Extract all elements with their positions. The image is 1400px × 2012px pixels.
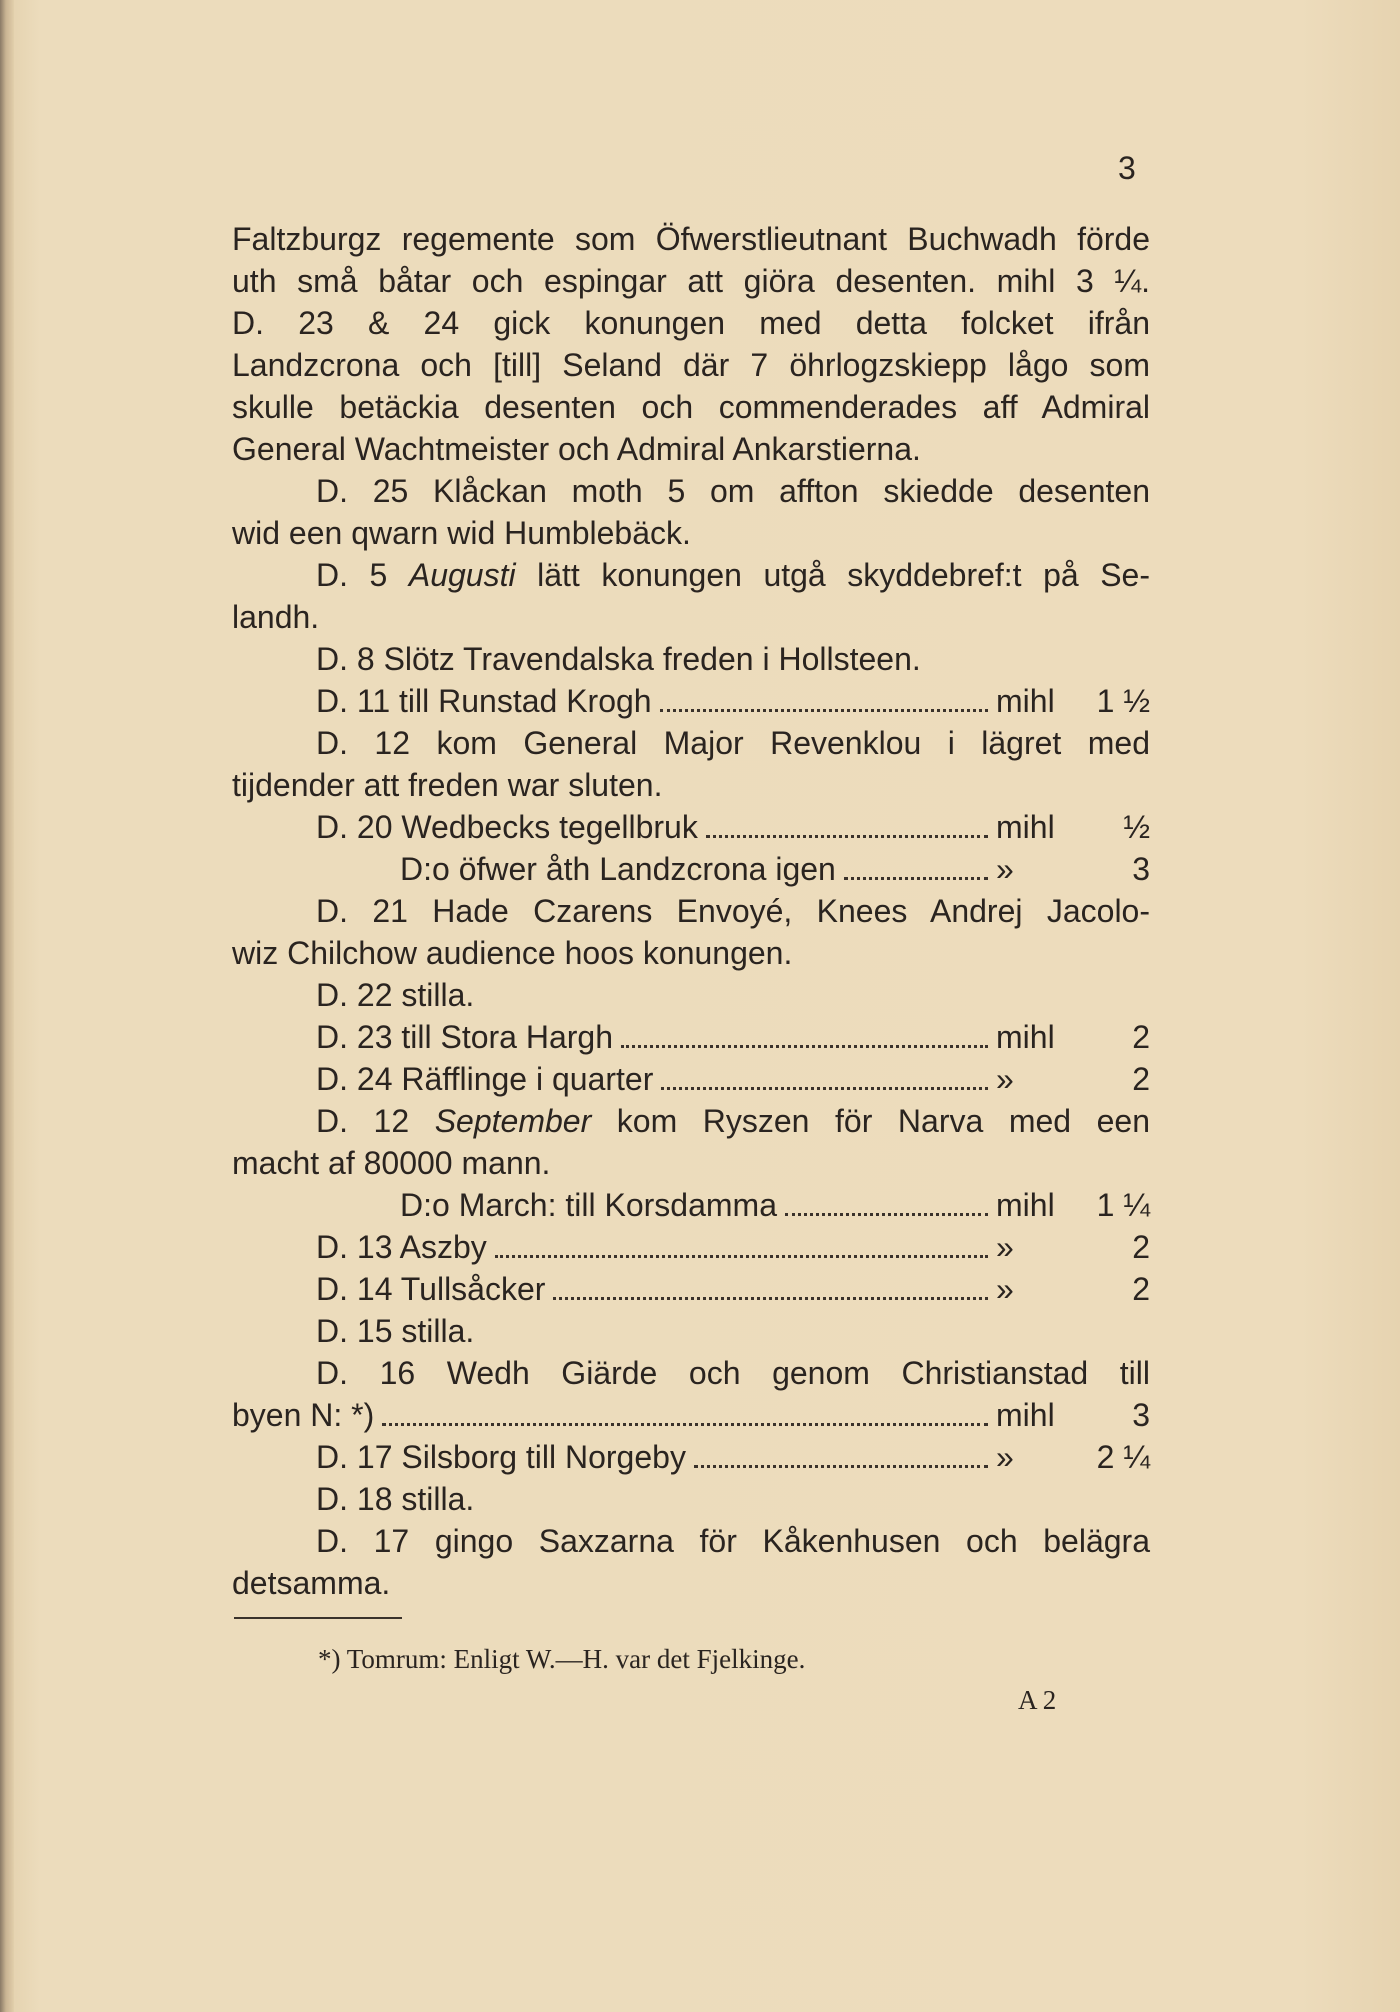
dot-leader [621,1045,988,1048]
entry-unit: mihl [996,809,1055,845]
entry-distance: 3 [1132,851,1150,887]
entry-label: D. 11 till Runstad Krogh [316,683,652,719]
itinerary-entry [232,680,1150,722]
dot-leader [844,877,988,880]
dot-leader [553,1297,988,1300]
entry-label: byen N: *) [232,1397,375,1433]
italic-month: September [434,1103,592,1139]
text-segment: kom Ryszen för Narva med een [591,1103,1150,1139]
text-line: wid een qwarn wid Humblebäck. [232,515,691,551]
text-line: D. 8 Slötz Travendalska freden i Hollsteen. [316,641,921,677]
entry-unit: mihl [996,683,1055,719]
italic-month: Augusti [408,557,516,593]
entry-label: D. 23 till Stora Hargh [316,1019,614,1055]
text-line: D. 21 Hade Czarens Envoyé, Knees Andrej Jacolo- [316,893,1150,929]
text-line: macht af 80000 mann. [232,1145,551,1181]
itinerary-entry [232,1436,1150,1478]
page-binding-edge [0,0,14,2012]
entry-distance: 1 ¼ [1096,1187,1150,1223]
entry-label: D. 20 Wedbecks tegellbruk [316,809,698,845]
itinerary-entry [232,1268,1150,1310]
itinerary-entry [232,1016,1150,1058]
entry-distance: 2 [1132,1271,1150,1307]
entry-distance: 2 [1132,1061,1150,1097]
text-line: Faltzburgz regemente som Öfwerstlieutnant Buchwadh förde [232,221,1150,257]
entry-distance: 3 [1132,1397,1150,1433]
text-line: Landzcrona och [till] Seland där 7 öhrlogzskiepp lågo som [232,347,1150,383]
entry-unit: mihl [996,1187,1055,1223]
entry-label: D:o öfwer åth Landzcrona igen [400,851,836,887]
entry-unit: mihl [996,1397,1055,1433]
entry-label: D. 17 Silsborg till Norgeby [316,1439,686,1475]
text-line [232,554,1150,596]
entry-unit: » [996,1229,1014,1265]
text-segment: D. 12 [316,1103,435,1139]
text-line: D. 12 kom General Major Revenklou i lägret med [316,725,1150,761]
footnote: *) Tomrum: Enligt W.—H. var det Fjelkinge. [318,1644,806,1674]
text-line: skulle betäckia desenten och commenderades aff Admiral [232,389,1150,425]
text-line: D. 25 Klåckan moth 5 om affton skiedde desenten [316,473,1150,509]
text-line: detsamma. [232,1565,391,1601]
text-line: D. 18 stilla. [316,1481,475,1517]
text-line: D. 15 stilla. [316,1313,475,1349]
text-line: D. 16 Wedh Giärde och genom Christianstad till [316,1355,1150,1391]
itinerary-entry [232,1394,1150,1436]
text-line: General Wachtmeister och Admiral Ankarstierna. [232,431,921,467]
entry-unit: » [996,851,1014,887]
text-line: D. 23 & 24 gick konungen med detta folcket ifrån [232,305,1150,341]
text-segment: D. 5 [316,557,409,593]
dot-leader [785,1213,988,1216]
footnote-rule [234,1617,402,1619]
dot-leader [382,1423,988,1426]
itinerary-entry [232,1058,1150,1100]
itinerary-entry [232,1226,1150,1268]
entry-distance: 2 ¼ [1096,1439,1150,1475]
itinerary-entry [232,806,1150,848]
page-number: 3 [1118,150,1136,186]
text-line: D. 22 stilla. [316,977,475,1013]
dot-leader [661,1087,988,1090]
text-line: landh. [232,599,320,635]
dot-leader [706,835,988,838]
text-line: tijdender att freden war sluten. [232,767,663,803]
entry-label: D. 24 Räfflinge i quarter [316,1061,654,1097]
text-line [232,1100,1150,1142]
entry-unit: mihl [996,1019,1055,1055]
text-line: D. 17 gingo Saxzarna för Kåkenhusen och belägra [316,1523,1150,1559]
entry-distance: 2 [1132,1229,1150,1265]
text-line: wiz Chilchow audience hoos konungen. [232,935,793,971]
itinerary-entry [232,848,1150,890]
body-text [232,218,1150,1604]
entry-label: D. 13 Aszby [316,1229,487,1265]
text-segment: lätt konungen utgå skyddebref:t på Se- [515,557,1151,593]
entry-label: D. 14 Tullsåcker [316,1271,546,1307]
entry-distance: 2 [1132,1019,1150,1055]
entry-unit: » [996,1439,1014,1475]
dot-leader [694,1465,988,1468]
text-line: uth små båtar och espingar att giöra desenten. mihl 3 ¼. [232,263,1150,299]
dot-leader [495,1255,988,1258]
dot-leader [660,709,988,712]
entry-distance: ½ [1123,809,1150,845]
entry-unit: » [996,1061,1014,1097]
entry-label: D:o March: till Korsdamma [400,1187,777,1223]
itinerary-entry [232,1184,1150,1226]
entry-unit: » [996,1271,1014,1307]
entry-distance: 1 ½ [1096,683,1150,719]
signature-mark: A 2 [1018,1685,1057,1715]
